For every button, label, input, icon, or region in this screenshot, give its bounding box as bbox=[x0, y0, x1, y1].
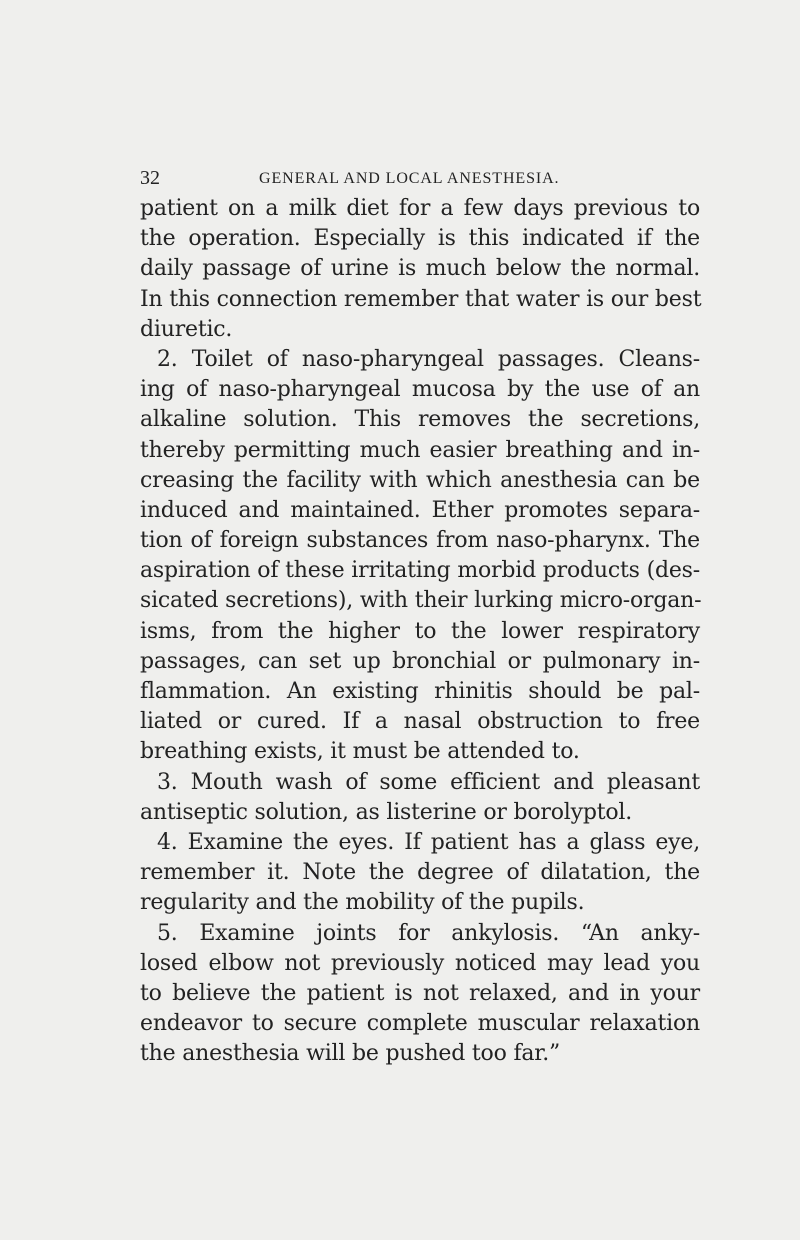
text-line: isms, from the higher to the lower respiratory bbox=[140, 618, 700, 644]
text-line: endeavor to secure complete muscular relaxation bbox=[140, 1011, 700, 1037]
text-line: antiseptic solution, as listerine or borolyptol. bbox=[140, 799, 633, 825]
text-line: breathing exists, it must be attended to. bbox=[140, 739, 580, 765]
text-line: 3. Mouth wash of some efficient and pleasant bbox=[157, 769, 700, 795]
text-line: to believe the patient is not relaxed, and in your bbox=[140, 980, 700, 1006]
text-line: alkaline solution. This removes the secretions, bbox=[140, 407, 700, 433]
text-line: sicated secretions), with their lurking micro-organ- bbox=[140, 588, 702, 614]
body-text bbox=[140, 194, 700, 1069]
text-line: thereby permitting much easier breathing and in- bbox=[140, 437, 700, 463]
text-line: diuretic. bbox=[140, 316, 233, 342]
text-line: tion of foreign substances from naso-pharynx. The bbox=[140, 528, 700, 554]
text-line: patient on a milk diet for a few days previous to bbox=[140, 196, 700, 221]
running-head-title: GENERAL AND LOCAL ANESTHESIA. bbox=[259, 170, 560, 187]
text-line: daily passage of urine is much below the normal. bbox=[140, 256, 700, 282]
text-line: regularity and the mobility of the pupils. bbox=[140, 890, 585, 916]
text-line: passages, can set up bronchial or pulmonary in- bbox=[140, 648, 700, 674]
text-line: In this connection remember that water is our best bbox=[140, 286, 702, 312]
text-line: the operation. Especially is this indicated if the bbox=[140, 226, 700, 252]
text-line: induced and maintained. Ether promotes separa- bbox=[140, 497, 700, 523]
text-line: creasing the facility with which anesthesia can be bbox=[140, 467, 700, 493]
text-line: remember it. Note the degree of dilatation, the bbox=[140, 860, 700, 886]
text-line: 2. Toilet of naso-pharyngeal passages. Cleans- bbox=[157, 346, 700, 372]
page-number: 32 bbox=[140, 167, 160, 189]
text-line: liated or cured. If a nasal obstruction to free bbox=[140, 709, 700, 735]
text-line: 4. Examine the eyes. If patient has a glass eye, bbox=[157, 829, 700, 855]
text-line: ing of naso-pharyngeal mucosa by the use of an bbox=[140, 377, 700, 403]
text-line: 5. Examine joints for ankylosis. “An anky- bbox=[157, 920, 700, 946]
text-line: losed elbow not previously noticed may lead you bbox=[140, 950, 700, 976]
text-line: the anesthesia will be pushed too far.” bbox=[140, 1041, 561, 1067]
text-line: flammation. An existing rhinitis should be pal- bbox=[140, 679, 700, 704]
text-line: aspiration of these irritating morbid products (des- bbox=[140, 558, 700, 584]
